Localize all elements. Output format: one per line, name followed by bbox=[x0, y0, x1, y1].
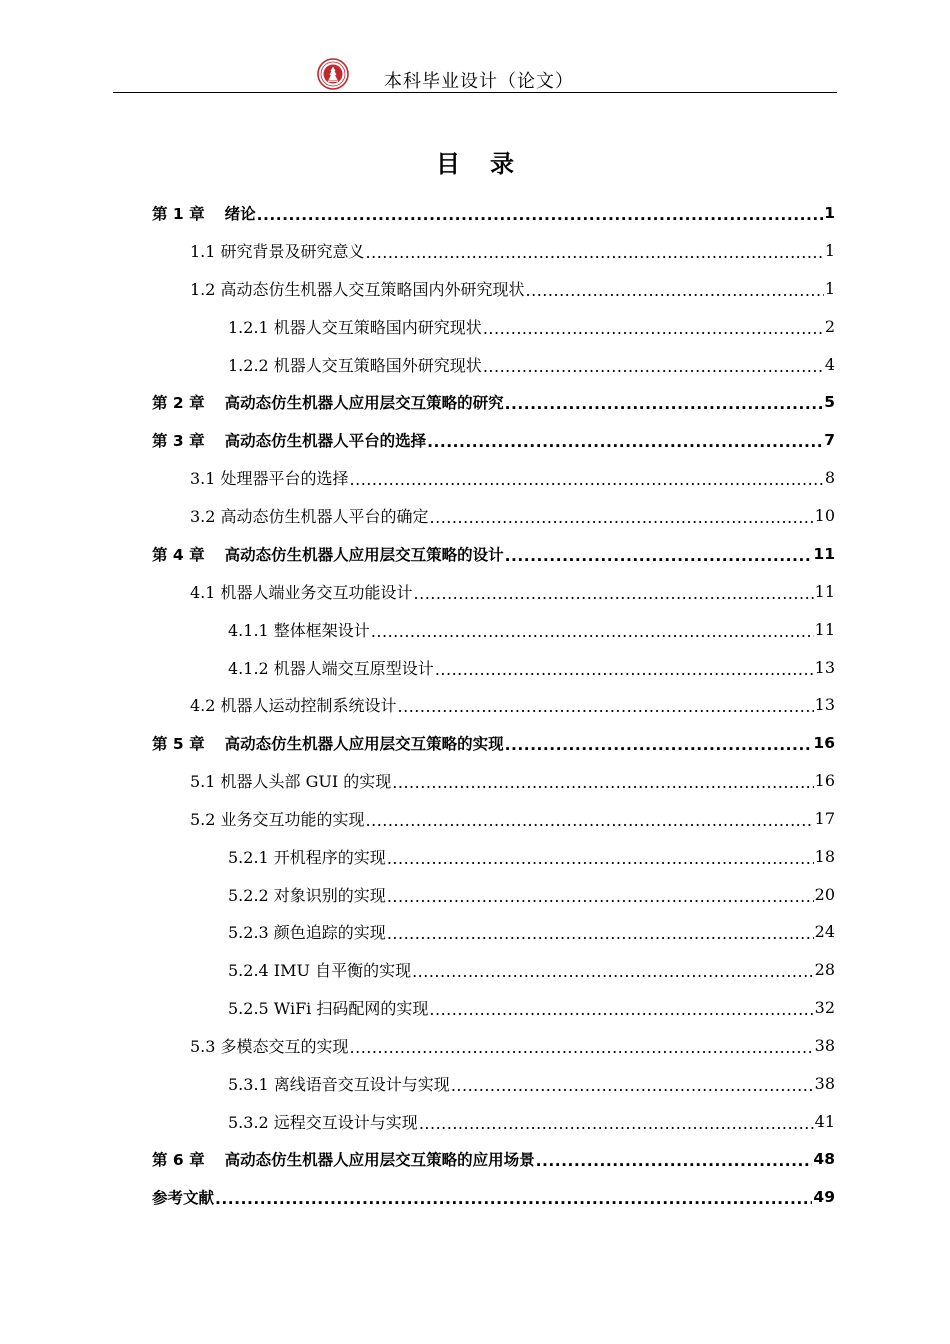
toc-page-number: 13 bbox=[814, 695, 835, 715]
toc-chapter-number: 第 5 章 bbox=[152, 734, 205, 753]
toc-entry[interactable] bbox=[0, 421, 950, 459]
toc-dot-leader bbox=[387, 924, 814, 943]
toc-entry-text: 5.3 多模态交互的实现 bbox=[190, 1036, 349, 1056]
toc-page-number: 11 bbox=[814, 581, 835, 601]
toc-entry-title bbox=[152, 202, 256, 224]
toc-entry-title bbox=[190, 466, 349, 489]
toc-entry[interactable] bbox=[0, 308, 950, 346]
toc-entry[interactable] bbox=[0, 951, 950, 989]
toc-entry-title bbox=[190, 1034, 349, 1057]
toc-entry-title bbox=[190, 504, 429, 527]
toc-entry-text: 高动态仿生机器人应用层交互策略的研究 bbox=[224, 394, 504, 413]
toc-entry-text: 5.1 机器人头部 GUI 的实现 bbox=[190, 772, 392, 792]
toc-page-number: 24 bbox=[814, 922, 835, 942]
toc-page-number: 38 bbox=[814, 1035, 835, 1055]
toc-entry-text: 5.2.4 IMU 自平衡的实现 bbox=[228, 961, 412, 981]
toc-page-number: 2 bbox=[824, 316, 835, 336]
toc-entry-title bbox=[228, 883, 386, 906]
toc-title-char-1: 目 bbox=[436, 150, 460, 178]
toc-chapter-number: 第 3 章 bbox=[152, 431, 205, 450]
toc-dot-leader bbox=[387, 849, 814, 868]
toc-dot-leader bbox=[430, 508, 814, 527]
toc-entry-text: 1.2 高动态仿生机器人交互策略国内外研究现状 bbox=[190, 280, 525, 300]
toc-dot-leader bbox=[412, 962, 814, 981]
toc-page-number: 48 bbox=[813, 1150, 835, 1169]
toc-entry-text: 高动态仿生机器人应用层交互策略的实现 bbox=[224, 734, 504, 753]
toc-dot-leader bbox=[483, 319, 824, 338]
toc-entry-text: 高动态仿生机器人平台的选择 bbox=[224, 431, 427, 450]
toc-entry-title bbox=[228, 845, 386, 868]
toc-page-number: 49 bbox=[813, 1187, 835, 1206]
toc-page-number: 10 bbox=[814, 506, 835, 526]
toc-dot-leader bbox=[371, 622, 814, 641]
toc-chapter-number: 第 2 章 bbox=[152, 394, 205, 413]
toc-entry[interactable] bbox=[0, 194, 950, 232]
toc-page-number: 41 bbox=[814, 1111, 835, 1131]
toc-entry[interactable] bbox=[0, 610, 950, 648]
toc-entry-title bbox=[228, 996, 428, 1019]
toc-page-number: 28 bbox=[814, 960, 835, 980]
header-title: 本科毕业设计（论文） bbox=[384, 71, 574, 92]
toc-entry-title bbox=[152, 732, 504, 754]
toc-entry[interactable] bbox=[0, 875, 950, 913]
toc-page-number: 16 bbox=[813, 733, 835, 752]
toc-entry-title bbox=[228, 656, 434, 679]
toc-page-number: 4 bbox=[824, 354, 835, 374]
toc-entry-text: 1.1 研究背景及研究意义 bbox=[190, 242, 365, 262]
toc-entry-title bbox=[190, 580, 413, 603]
toc-dot-leader bbox=[366, 243, 824, 262]
toc-page-number: 17 bbox=[814, 808, 835, 828]
toc-entry-text: 1.2.2 机器人交互策略国外研究现状 bbox=[228, 355, 482, 375]
toc-page-number: 32 bbox=[814, 998, 835, 1018]
toc-dot-leader bbox=[536, 1152, 813, 1170]
toc-entry[interactable] bbox=[0, 800, 950, 838]
table-of-contents bbox=[0, 194, 950, 1216]
toc-entry-title bbox=[228, 958, 411, 981]
toc-entry[interactable] bbox=[0, 1027, 950, 1065]
toc-page-number: 13 bbox=[814, 657, 835, 677]
toc-page-number: 20 bbox=[814, 884, 835, 904]
toc-dot-leader bbox=[350, 1038, 814, 1057]
toc-entry[interactable] bbox=[0, 1140, 950, 1178]
toc-entry-title bbox=[228, 920, 386, 943]
toc-entry-text: 5.2.2 对象识别的实现 bbox=[228, 885, 386, 905]
toc-page-number: 16 bbox=[814, 771, 835, 791]
toc-page-number: 38 bbox=[814, 1073, 835, 1093]
toc-entry[interactable] bbox=[0, 686, 950, 724]
toc-dot-leader bbox=[505, 736, 813, 754]
toc-entry[interactable] bbox=[0, 724, 950, 762]
toc-entry-text: 4.2 机器人运动控制系统设计 bbox=[190, 696, 397, 716]
toc-entry-text: 3.1 处理器平台的选择 bbox=[190, 469, 349, 489]
toc-entry-title bbox=[228, 353, 482, 376]
page-header bbox=[113, 56, 837, 93]
toc-entry[interactable] bbox=[0, 1102, 950, 1140]
toc-entry-title bbox=[152, 543, 504, 565]
toc-entry-title bbox=[190, 277, 525, 300]
toc-dot-leader bbox=[366, 811, 814, 830]
toc-entry[interactable] bbox=[0, 1064, 950, 1102]
toc-page-number: 11 bbox=[813, 544, 835, 563]
toc-entry[interactable] bbox=[0, 497, 950, 535]
toc-page-number: 7 bbox=[824, 430, 835, 449]
toc-dot-leader bbox=[350, 470, 824, 489]
toc-entry-title bbox=[190, 693, 397, 716]
toc-dot-leader bbox=[257, 206, 824, 224]
toc-entry-title bbox=[152, 1148, 535, 1170]
toc-entry-text: 5.2.1 开机程序的实现 bbox=[228, 847, 386, 867]
toc-dot-leader bbox=[427, 433, 823, 451]
toc-entry-text: 高动态仿生机器人应用层交互策略的设计 bbox=[224, 545, 504, 564]
toc-entry[interactable] bbox=[0, 232, 950, 270]
toc-title bbox=[0, 144, 950, 179]
toc-dot-leader bbox=[435, 660, 814, 679]
toc-entry-text: 参考文献 bbox=[152, 1188, 215, 1207]
toc-page-number: 1 bbox=[824, 279, 835, 299]
toc-entry-text: 4.1 机器人端业务交互功能设计 bbox=[190, 582, 413, 602]
toc-dot-leader bbox=[414, 584, 814, 603]
toc-dot-leader bbox=[419, 1114, 814, 1133]
toc-entry-title bbox=[228, 1110, 418, 1133]
toc-entry[interactable] bbox=[0, 837, 950, 875]
toc-dot-leader bbox=[505, 395, 824, 413]
toc-entry-title bbox=[190, 807, 365, 830]
toc-entry-text: 3.2 高动态仿生机器人平台的确定 bbox=[190, 507, 429, 527]
toc-entry[interactable] bbox=[0, 913, 950, 951]
toc-chapter-number: 第 4 章 bbox=[152, 545, 205, 564]
toc-page-number: 1 bbox=[824, 203, 835, 222]
toc-entry-text: 5.3.1 离线语音交互设计与实现 bbox=[228, 1074, 450, 1094]
toc-dot-leader bbox=[215, 1190, 812, 1208]
toc-entry-title bbox=[228, 618, 370, 641]
toc-entry[interactable] bbox=[0, 762, 950, 800]
toc-entry[interactable] bbox=[0, 989, 950, 1027]
toc-entry-text: 5.2 业务交互功能的实现 bbox=[190, 809, 365, 829]
toc-dot-leader bbox=[392, 773, 813, 792]
toc-entry-title bbox=[228, 315, 482, 338]
toc-chapter-number: 第 6 章 bbox=[152, 1151, 205, 1170]
toc-dot-leader bbox=[451, 1076, 814, 1095]
toc-dot-leader bbox=[387, 887, 814, 906]
toc-page-number: 11 bbox=[814, 619, 835, 639]
toc-entry-title bbox=[152, 1186, 214, 1208]
toc-entry-text: 4.1.2 机器人端交互原型设计 bbox=[228, 658, 434, 678]
toc-page-number: 8 bbox=[824, 468, 835, 488]
toc-entry-text: 绪论 bbox=[224, 204, 256, 223]
toc-dot-leader bbox=[526, 281, 824, 300]
toc-dot-leader bbox=[483, 357, 824, 376]
toc-entry-title bbox=[152, 429, 426, 451]
toc-entry-title bbox=[228, 1072, 450, 1095]
toc-dot-leader bbox=[429, 1000, 813, 1019]
toc-chapter-number: 第 1 章 bbox=[152, 204, 205, 223]
toc-entry-text: 5.2.3 颜色追踪的实现 bbox=[228, 923, 386, 943]
toc-dot-leader bbox=[505, 547, 813, 565]
toc-entry-text: 高动态仿生机器人应用层交互策略的应用场景 bbox=[224, 1151, 535, 1170]
toc-dot-leader bbox=[398, 697, 814, 716]
toc-entry[interactable] bbox=[0, 383, 950, 421]
toc-entry[interactable] bbox=[0, 345, 950, 383]
toc-entry-text: 5.3.2 远程交互设计与实现 bbox=[228, 1112, 418, 1132]
toc-page-number: 18 bbox=[814, 846, 835, 866]
toc-page-number: 1 bbox=[824, 241, 835, 261]
toc-entry[interactable] bbox=[0, 270, 950, 308]
toc-title-char-2: 录 bbox=[490, 150, 514, 178]
toc-entry[interactable] bbox=[0, 572, 950, 610]
toc-entry-title bbox=[190, 239, 365, 262]
toc-entry[interactable] bbox=[0, 648, 950, 686]
toc-page-number: 5 bbox=[824, 393, 835, 412]
toc-entry[interactable] bbox=[0, 1178, 950, 1216]
toc-entry-title bbox=[152, 391, 504, 413]
toc-entry-title bbox=[190, 769, 391, 792]
toc-entry-text: 4.1.1 整体框架设计 bbox=[228, 620, 370, 640]
toc-entry[interactable] bbox=[0, 535, 950, 573]
toc-entry-text: 5.2.5 WiFi 扫码配网的实现 bbox=[228, 999, 429, 1019]
toc-entry[interactable] bbox=[0, 459, 950, 497]
toc-entry-text: 1.2.1 机器人交互策略国内研究现状 bbox=[228, 317, 482, 337]
